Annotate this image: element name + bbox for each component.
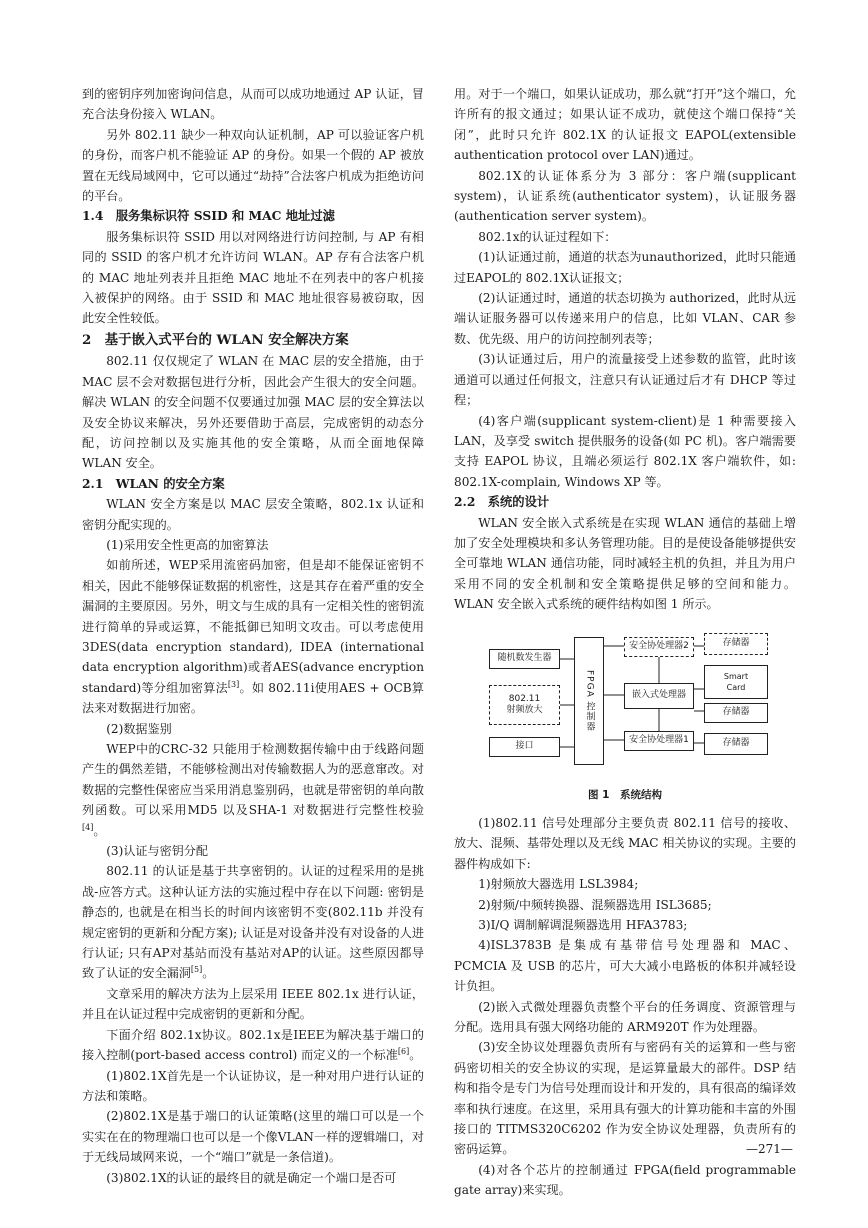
security-coprocessor-2-block: 安全协处理器2	[624, 637, 694, 657]
rng-block: 随机数发生器	[489, 649, 560, 669]
citation: [3]	[227, 679, 240, 689]
paragraph: WEP中的CRC-32 只能用于检测数据传输中由于线路问题产生的偶然差错，不能够检测出对传输数据人为的恶意窜改。对数据的完整性保密应当采用消息鉴别码，也就是带密钥的单向散列函数。可以采用MD5 以及SHA-1 对数据进行完整性校验[4]。	[82, 742, 424, 838]
paragraph: (1)认证通过前，通道的状态为unauthorized，此时只能通过EAPOL的 802.1X认证报文；	[454, 250, 796, 285]
paragraph: (1)802.1X首先是一个认证协议，是一种对用户进行认证的方法和策略。	[82, 1068, 424, 1103]
smart-card-block: Smart Card	[704, 665, 768, 699]
paragraph: 文章采用的解决方法为上层采用 IEEE 802.1x 进行认证，并且在认证过程中完成密钥的更新和分配。	[82, 986, 424, 1022]
embedded-processor-block: 嵌入式处理器	[624, 683, 694, 709]
paragraph: WLAN 安全嵌入式系统是在实现 WLAN 通信的基础上增加了安全处理模块和多认务管理功能。目的是使设备能够提供安全可靠地 WLAN 通信功能，同时减轻主机的负担，并且为用户采用不同的安全机制和安全策略提供足够的空间和能力。WLAN 安全嵌入式系统的硬件结构如图 1 所示。	[454, 515, 796, 612]
memory-top-block: 存储器	[704, 633, 768, 655]
section-heading-2-2: 2.2 系统的设计	[454, 494, 550, 510]
list-item: 3)I/Q 调制解调混频器选用 HFA3783;	[478, 918, 688, 932]
figure-caption: 图 1 系统结构	[588, 788, 662, 801]
paragraph: 用。对于一个端口，如果认证成功，那么就“打开”这个端口，允许所有的报文通过；如果认证不成功，就使这个端口保持“关闭”，此时只允许 802.1X 的认证报文 EAPOL(extensible authentication protocol over LAN)通过。	[454, 87, 796, 163]
right-column	[454, 84, 796, 1201]
paragraph: 下面介绍 802.1x协议。802.1x是IEEE为解决基于端口的接入控制(port-based access control) 而定义的一个标准[6]。	[82, 1027, 424, 1063]
paragraph: 802.11 的认证是基于共享密钥的。认证的过程采用的是挑战-应答方式。这种认证方法的实施过程中存在以下问题: 密钥是静态的, 也就是在相当长的时间内该密钥不变(802.11b 并没有规定密钥的更新和分配方案); 认证是对设备并没有对设备的人进行认证; 只有AP对基站而没有基站对AP的认证。这些原因都导致了认证的安全漏洞[5]。	[82, 864, 424, 981]
paragraph: 另外 802.11 缺少一种双向认证机制，AP 可以验证客户机的身份，而客户机不能验证 AP 的身份。如果一个假的 AP 被放置在无线局域网中，它可以通过“劫持”合法客户机成为拒绝访问的平台。	[82, 127, 424, 204]
paragraph: 802.1x的认证过程如下：	[478, 229, 617, 244]
paragraph: 如前所述，WEP采用流密码加密，但是却不能保证密钥不相关，因此不能够保证数据的机密性，这是其存在着严重的安全漏洞的主要原因。另外，明文与生成的具有一定相关性的密钥流进行简单的异或运算，不能抵御已知明文攻击。可以考虑使用 3DES(data encryption standard), IDEA (international data encryption algorithm)或者AES(advance encryption standard)等分组加密算法[3]。如 802.11i使用AES + OCB算法来对数据进行加密。	[82, 558, 424, 716]
paragraph: WLAN 安全方案是以 MAC 层安全策略，802.1x 认证和密钥分配实现的。	[82, 497, 424, 532]
interface-block: 接口	[489, 737, 560, 757]
paragraph: (1)802.11 信号处理部分主要负责 802.11 信号的接收、放大、混频、基带处理以及无线 MAC 相关协议的实现。主要的器件构成如下:	[454, 815, 796, 871]
paragraph: (2)802.1X是基于端口的认证策略(这里的端口可以是一个实实在在的物理端口也可以是一个像VLAN一样的逻辑端口，对于无线局域网来说，一个“端口”就是一条信道)。	[82, 1109, 424, 1165]
paragraph: 802.1X的认证体系分为 3 部分：客户端(supplicant system)，认证系统(authenticator system)，认证服务器 (authentication server system)。	[454, 168, 796, 224]
section-heading-1-4: 1.4 服务集标识符 SSID 和 MAC 地址过滤	[82, 208, 335, 224]
paragraph: (4)客户端(supplicant system-client)是 1 种需要接入 LAN，及享受 switch 提供服务的设备(如 PC 机)。客户端需要支持 EAPOL 协议，且端必须运行 802.1X 客户端软件，如: 802.1X-complain, Windows XP 等。	[454, 413, 796, 489]
section-heading-2-1: 2.1 WLAN 的安全方案	[82, 475, 225, 491]
citation: [6]	[397, 1047, 410, 1057]
paragraph: 服务集标识符 SSID 用以对网络进行访问控制, 与 AP 有相同的 SSID 的客户机才允许访问 WLAN。AP 存有合法客户机的 MAC 地址列表并且拒绝 MAC 地址不在列表中的客户机接入被保护的网络。由于 SSID 和 MAC 地址很容易被窃取，因此安全性较低。	[82, 229, 424, 326]
paragraph: 到的密钥序列加密询问信息，从而可以成功地通过 AP 认证，冒充合法身份接入 WLAN。	[82, 87, 424, 122]
paragraph: (3)802.1X的认证的最终目的就是确定一个端口是否可	[106, 1170, 397, 1185]
list-item: 4)ISL3783B 是集成有基带信号处理器和 MAC、PCMCIA 及 USB 的芯片，可大大减小电路板的体积并减轻设计负担。	[454, 938, 796, 994]
left-column	[82, 84, 424, 1188]
system-structure-figure	[454, 629, 796, 779]
paragraph: (3)安全协议处理器负责所有与密码有关的运算和一些与密码密切相关的安全协议的实现，是运算量最大的部件。DSP 结构和指令是专门为信号处理而设计和开发的，具有很高的编译效率和执行速度。在这里，采用具有强大的计算功能和丰富的外围接口的 TITMS320C6202 作为安全协议处理器，负责所有的密码运算。	[454, 1040, 796, 1157]
fpga-controller-block: FPGA 控制器	[574, 637, 604, 765]
list-item: 2)射频/中频转换器、混频器选用 ISL3685;	[478, 897, 712, 912]
citation: [5]	[190, 965, 203, 975]
section-heading-2: 2 基于嵌入式平台的 WLAN 安全解决方案	[82, 331, 349, 348]
memory-bottom-block: 存储器	[704, 733, 768, 755]
rf-amplifier-block: 802.11 射频放大	[489, 685, 560, 725]
citation: [4]	[82, 822, 94, 832]
paragraph: 802.11 仅仅规定了 WLAN 在 MAC 层的安全措施，由于 MAC 层不会对数据包进行分析，因此会产生很大的安全问题。解决 WLAN 的安全问题不仅要通过加强 MAC 层的安全算法以及安全协议来解决，另外还要借助于高层，完成密钥的动态分配，访问控制以及实施其他的安全策略，从而全面地保障 WLAN 安全。	[82, 354, 424, 471]
paragraph: (2)嵌入式微处理器负责整个平台的任务调度、资源管理与分配。选用具有强大网络功能的 ARM920T 作为处理器。	[454, 999, 796, 1035]
page-number: —271—	[746, 1142, 793, 1156]
paragraph: (4)对各个芯片的控制通过 FPGA(field programmable gate array)来实现。	[454, 1162, 796, 1198]
paragraph: (2)认证通过时，通道的状态切换为 authorized，此时从远端认证服务器可以传递来用户的信息，比如 VLAN、CAR 参数、优先级、用户的访问控制列表等；	[454, 291, 796, 346]
list-heading: (1)采用安全性更高的加密算法	[106, 537, 269, 552]
list-heading: (3)认证与密钥分配	[106, 844, 208, 859]
paragraph: (3)认证通过后，用户的流量接受上述参数的监管，此时该通道可以通过任何报文，注意只有认证通过后才有 DHCP 等过程；	[454, 352, 796, 408]
security-coprocessor-1-block: 安全协处理器1	[624, 731, 694, 751]
list-item: 1)射频放大器选用 LSL3984;	[478, 877, 639, 892]
memory-middle-block: 存储器	[704, 703, 768, 723]
list-heading: (2)数据鉴别	[106, 721, 172, 736]
